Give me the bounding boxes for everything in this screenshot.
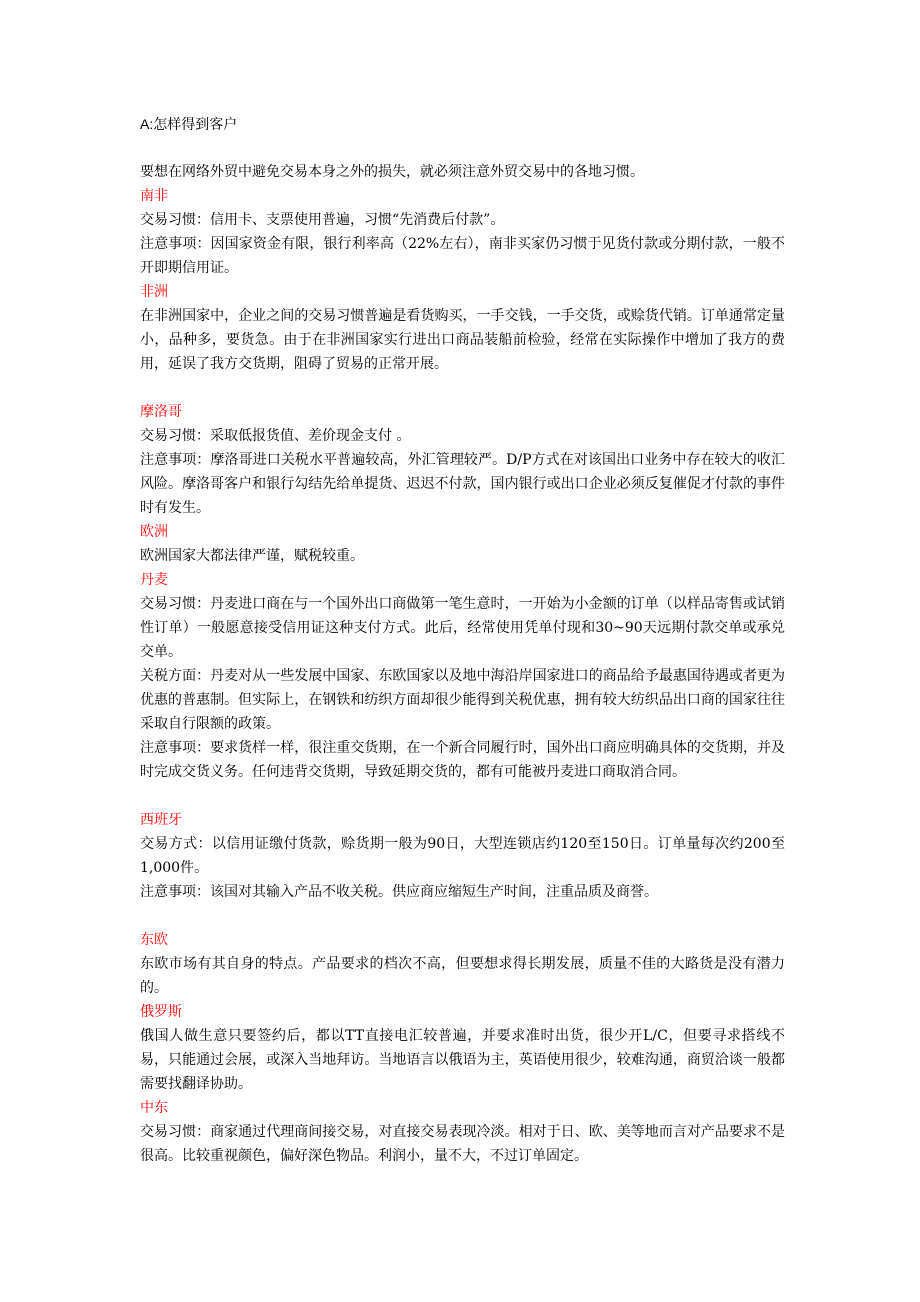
intro-paragraph: 要想在网络外贸中避免交易本身之外的损失，就必须注意外贸交易中的各地习惯。 <box>140 164 644 180</box>
paragraph: 交易方式：以信用证缴付货款，赊货期一般为90日，大型连锁店约120至150日。订单量每次约200至 1,000件。 <box>140 836 785 876</box>
section-heading-denmark: 丹麦 <box>140 572 168 588</box>
section-heading-middle-east: 中东 <box>140 1100 168 1116</box>
paragraph: 交易习惯：采取低报货值、差价现金支付 。 <box>140 428 411 444</box>
paragraph: 交易习惯：丹麦进口商在与一个国外出口商做第一笔生意时，一开始为小金额的订单（以样品寄售或试销性订单）一般愿意接受信用证这种支付方式。此后，经常使用凭单付现和30~90天远期付款交单或承兑交单。 <box>140 596 785 660</box>
section-heading-russia: 俄罗斯 <box>140 1004 182 1020</box>
section-heading-spain: 西班牙 <box>140 812 182 828</box>
section-heading-europe: 欧洲 <box>140 524 168 540</box>
paragraph: 交易习惯：信用卡、支票使用普遍，习惯“先消费后付款”。 <box>140 212 505 228</box>
spacer <box>140 904 785 928</box>
section-heading-africa: 非洲 <box>140 284 168 300</box>
paragraph: 交易习惯：商家通过代理商间接交易，对直接交易表现冷淡。相对于日、欧、美等地而言对产品要求不是很高。比较重视颜色，偏好深色物品。利润小，量不大，不过订单固定。 <box>140 1124 785 1164</box>
paragraph: 在非洲国家中，企业之间的交易习惯普遍是看货购买，一手交钱，一手交货，或赊货代销。订单通常定量小，品种多，要货急。由于在非洲国家实行进出口商品装船前检验，经常在实际操作中增加了我方的费用，延误了我方交货期，阻碍了贸易的正常开展。 <box>140 308 785 372</box>
paragraph: 注意事项：摩洛哥进口关税水平普遍较高，外汇管理较严。D/P方式在对该国出口业务中存在较大的收汇风险。摩洛哥客户和银行勾结先给单提货、迟迟不付款，国内银行或出口企业必须反复催促才付款的事件时有发生。 <box>140 452 785 516</box>
section-heading-eastern-europe: 东欧 <box>140 932 168 948</box>
document-title: A:怎样得到客户 <box>140 116 238 132</box>
paragraph: 注意事项：要求货样一样，很注重交货期，在一个新合同履行时，国外出口商应明确具体的交货期，并及时完成交货义务。任何违背交货期，导致延期交货的，都有可能被丹麦进口商取消合同。 <box>140 740 785 780</box>
paragraph: 注意事项：因国家资金有限，银行利率高（22%左右），南非买家仍习惯于见货付款或分期付款，一般不开即期信用证。 <box>140 236 785 276</box>
spacer <box>140 376 785 400</box>
paragraph: 注意事项：该国对其输入产品不收关税。供应商应缩短生产时间，注重品质及商誉。 <box>140 884 658 900</box>
section-heading-morocco: 摩洛哥 <box>140 404 182 420</box>
paragraph: 欧洲国家大都法律严谨，赋税较重。 <box>140 548 364 564</box>
document-page <box>140 112 785 1168</box>
spacer <box>140 784 785 808</box>
paragraph: 关税方面：丹麦对从一些发展中国家、东欧国家以及地中海沿岸国家进口的商品给予最惠国待遇或者更为优惠的普惠制。但实际上，在钢铁和纺织方面却很少能得到关税优惠，拥有较大纺织品出口商的国家往往采取自行限额的政策。 <box>140 668 785 732</box>
section-heading-south-africa: 南非 <box>140 188 168 204</box>
paragraph: 俄国人做生意只要签约后，都以TT直接电汇较普遍，并要求准时出货，很少开L/C，但要寻求搭线不易，只能通过会展，或深入当地拜访。当地语言以俄语为主，英语使用很少，较难沟通，商贸洽谈一般都需要找翻译协助。 <box>140 1028 785 1092</box>
paragraph: 东欧市场有其自身的特点。产品要求的档次不高，但要想求得长期发展，质量不佳的大路货是没有潜力的。 <box>140 956 785 996</box>
